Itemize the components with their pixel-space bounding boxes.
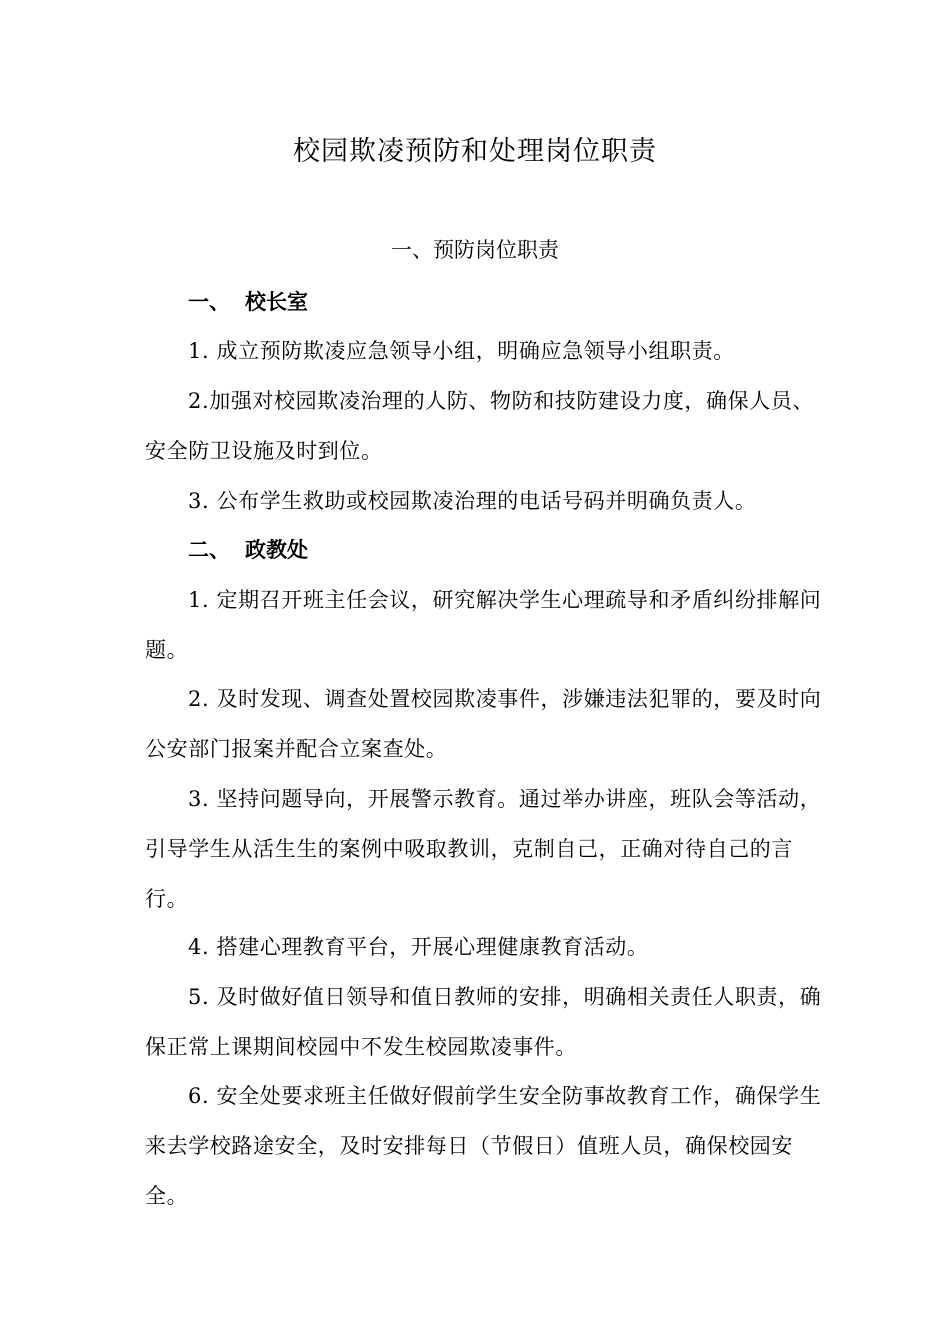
section-heading-political-office — [188, 535, 308, 565]
section-number: 二、 — [188, 538, 230, 562]
paragraph-item: 3. 公布学生救助或校园欺凌治理的电话号码并明确负责人。 — [188, 489, 757, 513]
section-number: 一、 — [188, 290, 230, 314]
section-title: 一、预防岗位职责 — [391, 238, 559, 262]
paragraph-item: 4. 搭建心理教育平台，开展心理健康教育活动。 — [188, 935, 649, 959]
paragraph-item: 6. 安全处要求班主任做好假前学生安全防事故教育工作，确保学生来去学校路途安全，及时安排每日（节假日）值班人员，确保校园安全。 — [145, 1084, 822, 1208]
paragraph-item: 3. 坚持问题导向，开展警示教育。通过举办讲座，班队会等活动，引导学生从活生生的案例中吸取教训，克制自己，正确对待自己的言行。 — [145, 787, 822, 911]
page-title: 校园欺凌预防和处理岗位职责 — [293, 136, 657, 167]
paragraph-item: 2.加强对校园欺凌治理的人防、物防和技防建设力度，确保人员、安全防卫设施及时到位。 — [145, 389, 815, 463]
paragraph-item: 5. 及时做好值日领导和值日教师的安排，明确相关责任人职责，确保正常上课期间校园中不发生校园欺凌事件。 — [145, 985, 822, 1059]
paragraph-item: 1. 成立预防欺凌应急领导小组，明确应急领导小组职责。 — [188, 339, 735, 363]
section-name: 校长室 — [245, 290, 308, 314]
section-name: 政教处 — [245, 538, 308, 562]
paragraph-item: 1. 定期召开班主任会议，研究解决学生心理疏导和矛盾纠纷排解问题。 — [145, 588, 822, 662]
paragraph-item: 2. 及时发现、调查处置校园欺凌事件，涉嫌违法犯罪的，要及时向公安部门报案并配合立案查处。 — [145, 687, 822, 761]
section-heading-principal-office — [188, 287, 308, 317]
